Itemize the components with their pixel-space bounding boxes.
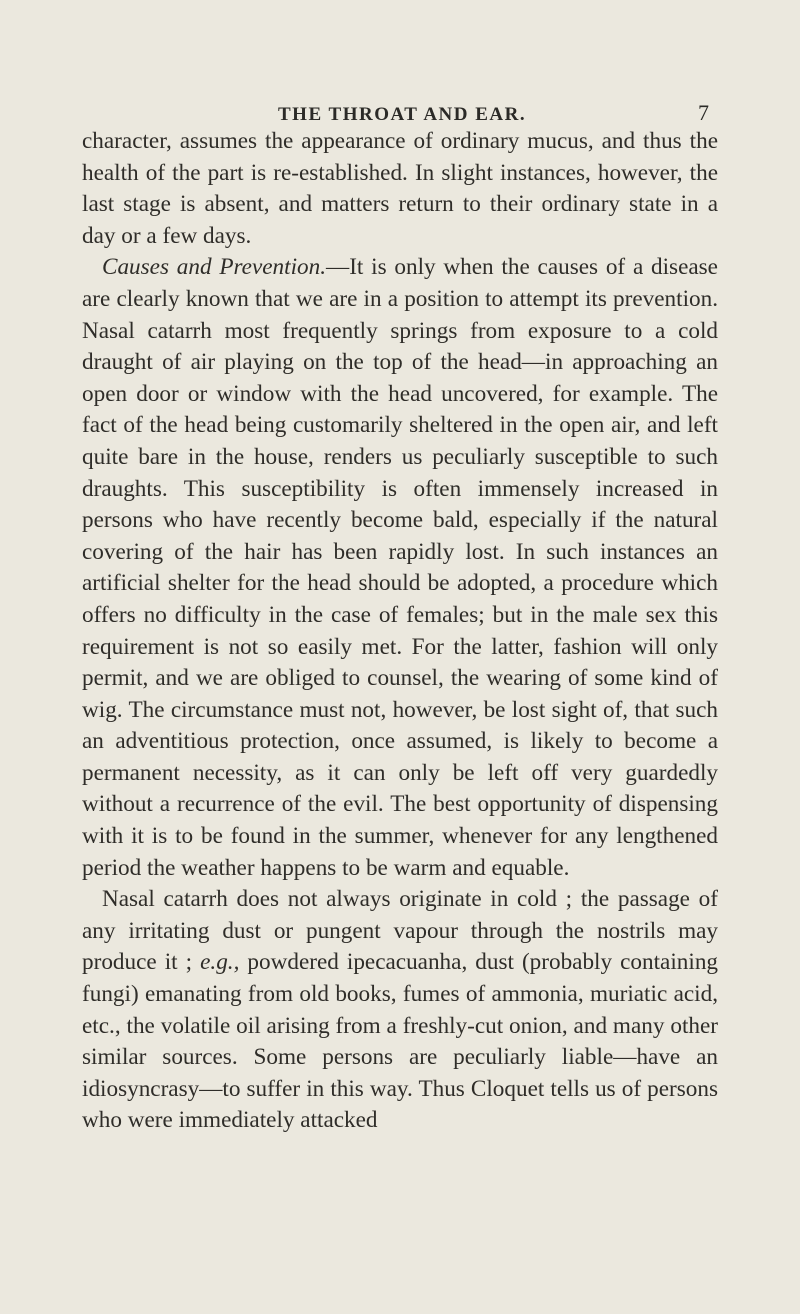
paragraph-text: powdered ipecacuanha, dust (probably containing fungi) emanating from old books, fumes of ammonia, muriatic acid, etc., the volatile oil arising from a freshly-cut onion, and many other similar sources. Some persons are peculiarly liable—have an idiosyncrasy—to suffer in this way. Thus Cloquet tells us of persons who were immediately attacked <box>82 949 719 1134</box>
page-number: 7 <box>698 100 709 125</box>
paragraph-continuation <box>82 126 718 252</box>
running-title: THE THROAT AND EAR. <box>278 104 527 125</box>
page-header <box>0 94 800 124</box>
paragraph-causes-prevention <box>82 252 718 884</box>
section-heading: Causes and Prevention. <box>102 254 327 281</box>
paragraph-text: Nasal catarrh does not always originate in cold ; the passage of any irritating dust or pungent vapour through the nostrils may produce it ; <box>82 886 718 976</box>
paragraph-nasal-catarrh <box>82 884 718 1137</box>
paragraph-text: character, assumes the appearance of ordinary mucus, and thus the health of the part is re-established. In slight instances, however, the last stage is absent, and matters return to their ordinary state in a day or a few days. <box>82 128 718 249</box>
paragraph-text: —It is only when the causes of a disease are clearly known that we are in a position to attempt its prevention. Nasal catarrh most frequently springs from exposure to a cold draught of air playing on the top of the head—in approaching an open door or window with the head uncovered, for example. The fact of the head being customarily sheltered in the open air, and left quite bare in the house, renders us peculiarly susceptible to such draughts. This susceptibility is often immensely increased in persons who have recently become bald, especially if the natural covering of the hair has been rapidly lost. In such instances an artificial shelter for the head should be adopted, a procedure which offers no difficulty in the case of females; but in the male sex this requirement is not so easily met. For the latter, fashion will only permit, and we are obliged to counsel, the wearing of some kind of wig. The circumstance must not, however, be lost sight of, that such an adventitious protection, once assumed, is likely to become a permanent necessity, as it can only be left off very guardedly without a recurrence of the evil. The best opportunity of dispensing with it is to be found in the summer, whenever for any lengthened period the weather happens to be warm and equable. <box>82 254 718 881</box>
body-text <box>82 126 718 1137</box>
emphasis-eg: e.g., <box>200 949 240 976</box>
